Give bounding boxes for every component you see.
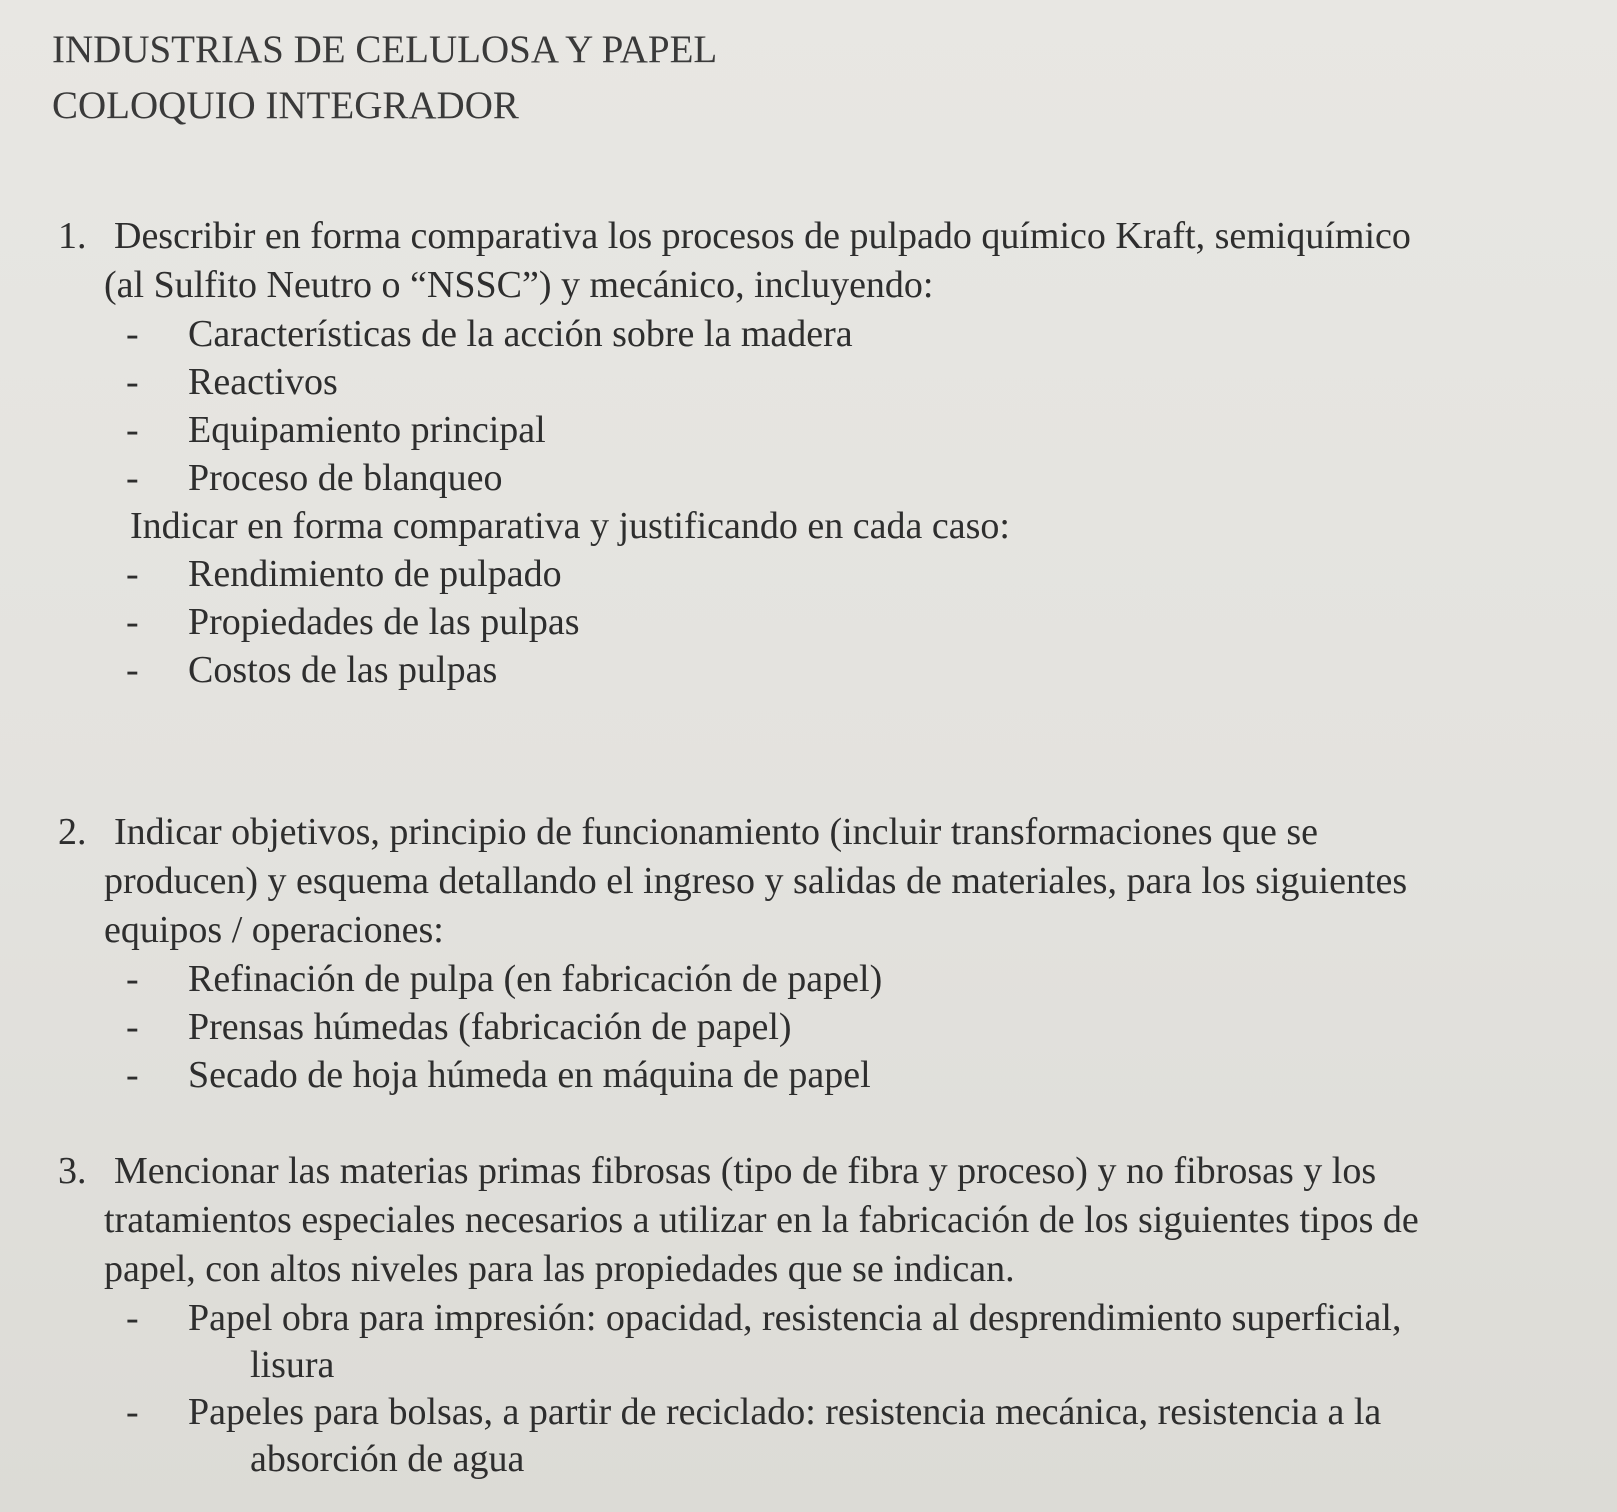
- bullet-dash: -: [126, 313, 139, 355]
- bullet-dash: -: [126, 601, 139, 643]
- list-item-text: Proceso de blanqueo: [188, 457, 503, 499]
- list-item: [58, 406, 1578, 454]
- list-item-text: Papel obra para impresión: opacidad, resistencia al desprendimiento superficial,: [188, 1297, 1402, 1339]
- question-3: [58, 1147, 1578, 1482]
- list-item: [58, 598, 1578, 646]
- bullet-dash: -: [126, 1006, 139, 1048]
- bullet-dash: -: [126, 361, 139, 403]
- list-item: [58, 1003, 1578, 1051]
- list-item: [58, 955, 1578, 1003]
- list-item-text: Reactivos: [188, 361, 338, 403]
- bullet-dash: -: [126, 649, 139, 691]
- list-item-text: Prensas húmedas (fabricación de papel): [188, 1006, 792, 1048]
- list-item: [58, 1388, 1578, 1436]
- question-2-line-2: producen) y esquema detallando el ingreso y salidas de materiales, para los siguientes: [104, 860, 1408, 902]
- bullet-dash: -: [126, 1054, 139, 1096]
- document-header: [52, 22, 717, 134]
- bullet-dash: -: [126, 1391, 139, 1433]
- bullet-dash: -: [126, 1297, 139, 1339]
- bullet-dash: -: [126, 553, 139, 595]
- list-item-text: Refinación de pulpa (en fabricación de papel): [188, 958, 883, 1000]
- list-item: [58, 454, 1578, 502]
- question-number: 1.: [58, 215, 87, 257]
- list-item-text: Costos de las pulpas: [188, 649, 498, 691]
- question-text: Indicar objetivos, principio de funcionamiento (incluir transformaciones que se: [114, 811, 1319, 853]
- bullet-dash: -: [126, 409, 139, 451]
- bullet-dash: -: [126, 457, 139, 499]
- list-item: [58, 310, 1578, 358]
- list-item-text: Rendimiento de pulpado: [188, 553, 562, 595]
- question-1: [58, 212, 1578, 694]
- question-2: [58, 808, 1578, 1099]
- question-3-line-1: [58, 1147, 1578, 1196]
- list-item-continuation: absorción de agua: [250, 1438, 525, 1480]
- list-item: [58, 1294, 1578, 1342]
- question-number: 2.: [58, 811, 87, 853]
- question-3-line-3: papel, con altos niveles para las propiedades que se indican.: [104, 1248, 1015, 1290]
- question-2-line-1: [58, 808, 1578, 857]
- list-item: [58, 358, 1578, 406]
- list-item: [58, 550, 1578, 598]
- list-item: [58, 1051, 1578, 1099]
- question-2-line-3: equipos / operaciones:: [104, 909, 444, 951]
- bullet-dash: -: [126, 958, 139, 1000]
- list-item-text: Propiedades de las pulpas: [188, 601, 580, 643]
- list-item-text: Equipamiento principal: [188, 409, 546, 451]
- question-text: Describir en forma comparativa los procesos de pulpado químico Kraft, semiquímico: [114, 215, 1411, 257]
- list-item-text: Características de la acción sobre la madera: [188, 313, 853, 355]
- list-item-continuation: lisura: [250, 1344, 335, 1386]
- question-3-line-2: tratamientos especiales necesarios a utilizar en la fabricación de los siguientes tipos de: [104, 1199, 1419, 1241]
- question-number: 3.: [58, 1150, 87, 1192]
- question-1-line-2: (al Sulfito Neutro o “NSSC”) y mecánico, incluyendo:: [104, 264, 934, 306]
- question-text: Mencionar las materias primas fibrosas (tipo de fibra y proceso) y no fibrosas y los: [114, 1150, 1377, 1192]
- question-1-line-1: [58, 212, 1578, 261]
- list-item-text: Papeles para bolsas, a partir de reciclado: resistencia mecánica, resistencia a la: [188, 1391, 1382, 1433]
- sub-instruction: Indicar en forma comparativa y justificando en cada caso:: [130, 505, 1010, 547]
- list-item: [58, 646, 1578, 694]
- exam-title: COLOQUIO INTEGRADOR: [52, 84, 519, 127]
- course-title: INDUSTRIAS DE CELULOSA Y PAPEL: [52, 28, 718, 71]
- list-item-text: Secado de hoja húmeda en máquina de papel: [188, 1054, 871, 1096]
